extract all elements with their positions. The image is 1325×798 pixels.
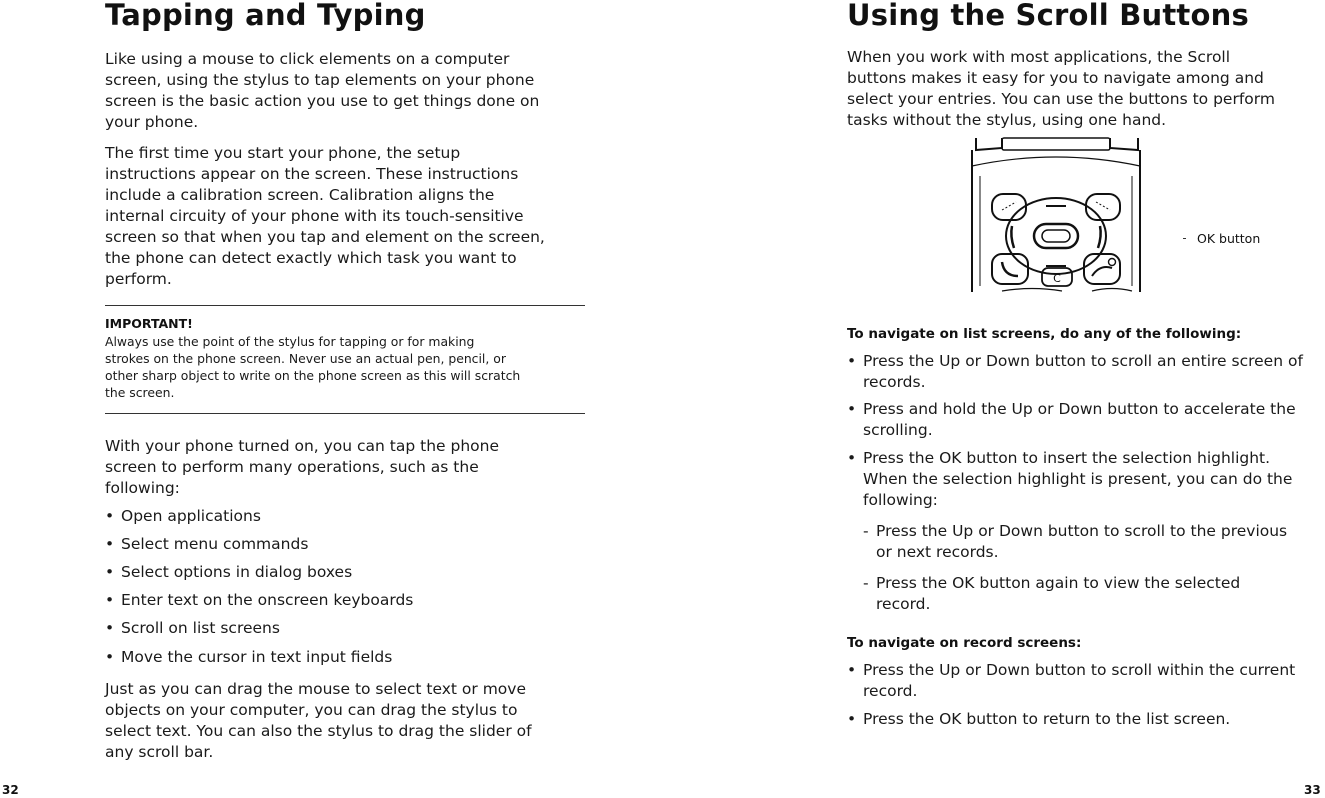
sub-item-2: - Press the OK button again to view the selected record. bbox=[863, 573, 1240, 615]
phone-keypad-illustration bbox=[962, 136, 1152, 296]
end-key bbox=[1084, 254, 1120, 284]
ok-button-callout-marker bbox=[1183, 238, 1186, 239]
clear-key bbox=[1042, 268, 1072, 286]
sub-item-1: - Press the Up or Down button to scroll to the previous or next records. bbox=[863, 521, 1287, 563]
operation-bullet-3: • Select options in dialog boxes bbox=[105, 562, 352, 583]
list-bullet-1: • Press the Up or Down button to scroll an entire screen of records. bbox=[847, 351, 1303, 393]
record-bullet-1: • Press the Up or Down button to scroll within the current record. bbox=[847, 660, 1295, 702]
left-intro-paragraph-2: The first time you start your phone, the setup instructions appear on the screen. These instructions include a calibration screen. Calibration aligns the internal circuity of your phone with its touch-sensitive screen so that when you tap and element on the screen, the phone can detect exactly which task you want to perform. bbox=[105, 144, 545, 288]
svg-text:C: C bbox=[1053, 272, 1061, 285]
soft-key-right bbox=[1086, 194, 1120, 220]
important-title: IMPORTANT! bbox=[105, 316, 193, 331]
operation-bullet-5: • Scroll on list screens bbox=[105, 618, 280, 639]
left-page-title: Tapping and Typing bbox=[105, 0, 426, 32]
left-outro-paragraph: Just as you can drag the mouse to select text or move objects on your computer, you can drag the stylus to select text. You can also the stylus to drag the slider of any scroll bar. bbox=[105, 680, 532, 761]
record-screens-heading: To navigate on record screens: bbox=[847, 635, 1082, 651]
left-page-number: 32 bbox=[2, 783, 19, 797]
left-operations-intro: With your phone turned on, you can tap the phone screen to perform many operations, such as the following: bbox=[105, 437, 500, 497]
important-note: Always use the point of the stylus for tapping or for making strokes on the phone screen. Never use an actual pen, pencil, or other sharp object to write on the phone screen as this will scratch the screen. bbox=[105, 334, 521, 400]
important-bottom-divider bbox=[105, 413, 585, 414]
important-top-divider bbox=[105, 305, 585, 306]
right-page-number: 33 bbox=[1304, 783, 1321, 797]
list-bullet-2: • Press and hold the Up or Down button to accelerate the scrolling. bbox=[847, 399, 1296, 441]
ok-button-callout: OK button bbox=[1197, 231, 1261, 246]
list-screens-heading: To navigate on list screens, do any of the following: bbox=[847, 326, 1242, 342]
soft-key-left bbox=[992, 194, 1026, 220]
list-bullet-3: • Press the OK button to insert the selection highlight. When the selection highlight is present, you can do the following: bbox=[847, 448, 1292, 511]
send-key bbox=[992, 254, 1028, 284]
right-intro-paragraph: When you work with most applications, the Scroll buttons makes it easy for you to navigate among and select your entries. You can use the buttons to perform tasks without the stylus, using one hand. bbox=[847, 48, 1275, 129]
operation-bullet-6: • Move the cursor in text input fields bbox=[105, 647, 392, 668]
ok-button-figure bbox=[1034, 224, 1078, 248]
right-page-title: Using the Scroll Buttons bbox=[847, 0, 1249, 32]
operation-bullet-2: • Select menu commands bbox=[105, 534, 308, 555]
record-bullet-2: • Press the OK button to return to the list screen. bbox=[847, 709, 1230, 730]
left-intro-paragraph-1: Like using a mouse to click elements on a computer screen, using the stylus to tap elements on your phone screen is the basic action you use to get things done on your phone. bbox=[105, 50, 540, 131]
operation-bullet-4: • Enter text on the onscreen keyboards bbox=[105, 590, 413, 611]
operation-bullet-1: • Open applications bbox=[105, 506, 261, 527]
scroll-navigation-ring bbox=[1006, 198, 1106, 274]
